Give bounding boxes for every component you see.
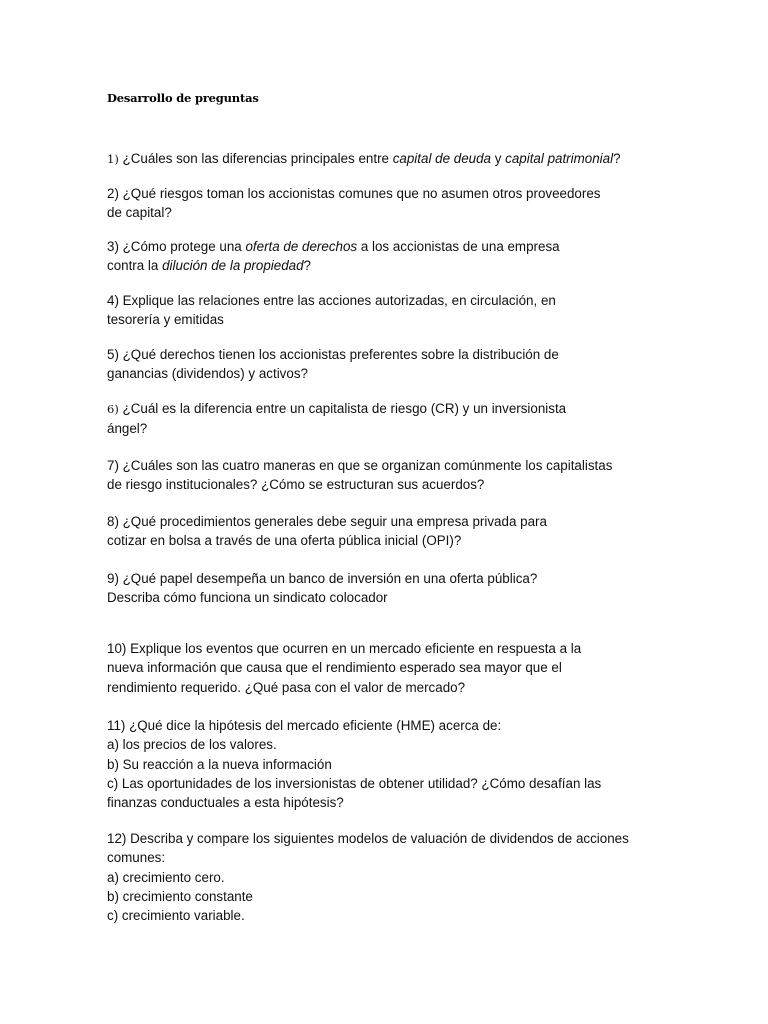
question-3-line-1 <box>107 237 667 256</box>
question-9-line-2: Describa cómo funciona un sindicato colocador <box>107 590 388 606</box>
question-1-text-b: y <box>491 151 506 166</box>
question-6-line-1 <box>107 399 667 419</box>
question-3 <box>107 237 667 276</box>
question-7-line-1: 7) ¿Cuáles son las cuatro maneras en que se organizan comúnmente los capitalistas <box>107 458 613 473</box>
question-10-line-1: 10) Explique los eventos que ocurren en un mercado eficiente en respuesta a la <box>107 641 582 656</box>
question-8-line-2: cotizar en bolsa a través de una oferta pública inicial (OPI)? <box>107 533 462 549</box>
question-11-line-3: b) Su reacción a la nueva información <box>107 756 332 772</box>
question-3-text-b: a los accionistas de una empresa <box>357 239 560 254</box>
question-6 <box>107 399 667 439</box>
question-12-line-4: b) crecimiento constante <box>107 888 253 904</box>
question-7-line-2: de riesgo institucionales? ¿Cómo se estructuran sus acuerdos? <box>107 477 485 493</box>
question-8-line-1: 8) ¿Qué procedimientos generales debe seguir una empresa privada para <box>107 514 547 529</box>
question-11-line-4: c) Las oportunidades de los inversionistas de obtener utilidad? ¿Cómo desafían las <box>107 775 602 791</box>
question-2-line-1: 2) ¿Qué riesgos toman los accionistas comunes que no asumen otros proveedores <box>107 186 601 201</box>
question-5-line-1: 5) ¿Qué derechos tienen los accionistas preferentes sobre la distribución de <box>107 347 559 362</box>
question-12 <box>107 829 667 925</box>
question-4 <box>107 291 667 330</box>
question-3-text-d: ? <box>303 258 311 274</box>
question-6-text-a: ¿Cuál es la diferencia entre un capitalista de riesgo (CR) y un inversionista <box>118 401 567 416</box>
question-2 <box>107 184 667 223</box>
document-title: Desarrollo de preguntas <box>107 91 259 105</box>
question-6-number: 6) <box>107 402 119 416</box>
question-3-text-a: 3) ¿Cómo protege una <box>107 239 246 254</box>
question-9 <box>107 569 667 608</box>
question-10 <box>107 639 667 697</box>
question-6-line-2: ángel? <box>107 421 148 437</box>
question-1 <box>107 149 667 169</box>
question-10-line-3: rendimiento requerido. ¿Qué pasa con el valor de mercado? <box>107 679 466 695</box>
question-1-line-1 <box>107 149 667 169</box>
question-3-emphasis-2: dilución de la propiedad <box>162 258 304 274</box>
question-3-line-2 <box>107 256 667 275</box>
question-11-line-5: finanzas conductuales a esta hipótesis? <box>107 795 344 811</box>
question-7 <box>107 456 667 495</box>
question-9-line-1: 9) ¿Qué papel desempeña un banco de inversión en una oferta pública? <box>107 571 538 586</box>
question-1-emphasis-2: capital patrimonial <box>505 151 614 166</box>
question-1-text-c: ? <box>613 151 621 166</box>
question-12-line-2: comunes: <box>107 850 166 866</box>
question-11-line-1: 11) ¿Qué dice la hipótesis del mercado eficiente (HME) acerca de: <box>107 718 502 733</box>
question-12-line-5: c) crecimiento variable. <box>107 908 245 924</box>
question-1-emphasis-1: capital de deuda <box>392 151 491 166</box>
question-3-emphasis-1: oferta de derechos <box>245 239 358 254</box>
question-5 <box>107 345 667 384</box>
question-4-line-1: 4) Explique las relaciones entre las acciones autorizadas, en circulación, en <box>107 293 556 308</box>
question-5-line-2: ganancias (dividendos) y activos? <box>107 366 308 382</box>
question-10-line-2: nueva información que causa que el rendimiento esperado sea mayor que el <box>107 660 562 676</box>
question-12-line-1: 12) Describa y compare los siguientes modelos de valuación de dividendos de acciones <box>107 831 629 846</box>
question-1-text-a: ¿Cuáles son las diferencias principales entre <box>118 151 393 166</box>
question-11 <box>107 716 667 812</box>
question-12-line-3: a) crecimiento cero. <box>107 869 225 885</box>
question-3-text-c: contra la <box>107 258 163 274</box>
question-8 <box>107 512 667 551</box>
question-1-number: 1) <box>107 152 119 166</box>
question-4-line-2: tesorería y emitidas <box>107 312 224 328</box>
question-2-line-2: de capital? <box>107 205 172 221</box>
question-11-line-2: a) los precios de los valores. <box>107 737 277 753</box>
